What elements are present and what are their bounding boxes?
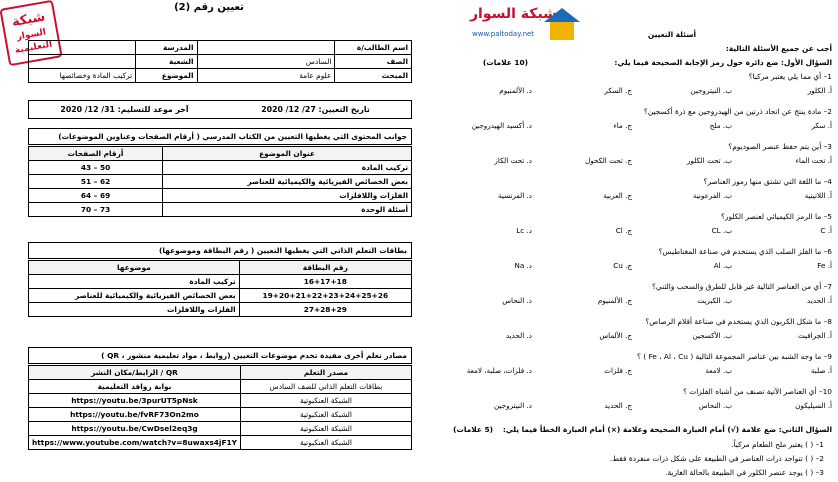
dates-box xyxy=(28,100,412,119)
question-text: 1– أي مما يلي يعتبر مركبا؟ xyxy=(748,72,832,81)
true-false-item: 2– ( ) تتواجد ذرات العناصر في الطبيعة على شكل ذرات منفردة فقط. xyxy=(609,454,824,463)
content-topic-header: عنوان الموضوع xyxy=(163,147,412,161)
resource-link: بوابة روافد التعليمية xyxy=(29,380,241,394)
content-pages: 43 – 50 xyxy=(29,161,163,175)
issue-date: تاريخ التعيين: 27/ 12/ 2020 xyxy=(261,105,370,114)
option-d[interactable]: د. تحت الكاز xyxy=(494,156,532,165)
answer-options xyxy=(432,86,832,95)
option-c[interactable]: ج. تحت الكحول xyxy=(585,156,632,165)
answer-options xyxy=(432,261,832,270)
question-text: 6– ما الفلز الصلب الذي يستخدم في صناعة المغناطيس؟ xyxy=(658,247,832,256)
option-a[interactable]: أ. سكر xyxy=(811,121,832,130)
option-b[interactable]: ب. CL xyxy=(711,226,732,235)
content-pages: 70 – 73 xyxy=(29,203,163,217)
resource-source: بطاقات التعلم الذاتي للصف السادس xyxy=(241,380,412,394)
question-text: 10– أي العناصر الآتية تصنف من أشباه الفلزات ؟ xyxy=(683,387,832,396)
true-false-item: 1– ( ) يعتبر ملح الطعام مركباً. xyxy=(731,440,824,449)
option-c[interactable]: ج. ماء xyxy=(613,121,632,130)
card-topic: بعض الخصائص الفيزيائية والكيميائية للعناصر xyxy=(29,289,240,303)
table-row xyxy=(29,394,412,408)
option-a[interactable]: أ. تحت الماء xyxy=(795,156,832,165)
table-row xyxy=(29,303,412,317)
card-number: 19+20+21+22+23+24+25+26 xyxy=(239,289,411,303)
resource-source: الشبكة العنكبوتية xyxy=(241,436,412,450)
stamp-line-2: السوار التعليمية xyxy=(14,27,54,56)
question-text: 4– ما اللغة التي تشتق منها رموز العناصر؟ xyxy=(703,177,832,186)
info-value xyxy=(197,41,335,55)
content-table xyxy=(28,146,412,217)
content-topic: الفلزات واللافلزات xyxy=(163,189,412,203)
option-b[interactable]: ب. تحت الكلور xyxy=(686,156,732,165)
table-row xyxy=(29,275,412,289)
house-body-icon xyxy=(550,22,574,40)
option-b[interactable]: ب. النيتروجين xyxy=(690,86,732,95)
info-value: السادس xyxy=(197,55,335,69)
option-b[interactable]: ب. Al xyxy=(713,261,732,270)
option-d[interactable]: د. الحديد xyxy=(505,331,532,340)
cards-header-row xyxy=(29,261,412,275)
answer-options xyxy=(432,296,832,305)
assignment-title: تعيين رقم (2) xyxy=(174,2,244,13)
true-false-item: 3– ( ) يوجد عنصر الكلور في الطبيعة بالحالة الغازية. xyxy=(665,468,824,477)
logo-url: www.paltoday.net xyxy=(472,30,535,38)
resource-source-header: مصدر التعلم xyxy=(241,366,412,380)
option-d[interactable]: د. الألمنيوم xyxy=(499,86,532,95)
option-b[interactable]: ب. ملح xyxy=(709,121,732,130)
content-topic: تركيب المادة xyxy=(163,161,412,175)
option-a[interactable]: أ. صلبة xyxy=(810,366,832,375)
content-topic: أسئلة الوحدة xyxy=(163,203,412,217)
cards-topic-header: موضوعها xyxy=(29,261,240,275)
table-row xyxy=(29,161,412,175)
resource-link[interactable]: https://youtu.be/3purUT5pNsk xyxy=(29,394,241,408)
table-row xyxy=(29,189,412,203)
cards-title: بطاقات التعلم الذاتي التي يغطيها التعيين ( رقم البطاقة وموضوعها) xyxy=(28,242,412,259)
option-d[interactable]: د. فلزات، صلبة، لامعة xyxy=(466,366,532,375)
option-a[interactable]: أ. اللاتينية xyxy=(804,191,832,200)
student-info-table xyxy=(28,40,412,83)
resources-header-row xyxy=(29,366,412,380)
stamp-line-1: شبكة xyxy=(10,9,47,31)
option-c[interactable]: ج. الألمنيوم xyxy=(597,296,632,305)
content-pages: 64 – 69 xyxy=(29,189,163,203)
option-a[interactable]: أ. الحديد xyxy=(807,296,832,305)
option-a[interactable]: أ. الكلور xyxy=(807,86,832,95)
cards-num-header: رقم البطاقة xyxy=(239,261,411,275)
info-row xyxy=(29,55,412,69)
option-d[interactable]: د. الفرنسية xyxy=(498,191,532,200)
table-row xyxy=(29,380,412,394)
info-value: تركيب المادة وخصائصها xyxy=(29,69,136,83)
q1-title: السؤال الأول: ضع دائرة حول رمز الإجابة الصحيحة فيما يلي: xyxy=(614,58,832,67)
info-label: المدرسة xyxy=(136,41,197,55)
content-title: جوانب المحتوى التي يغطيها التعيين من الكتاب المدرسي ( أرقام الصفحات وعناوين الموضوعات) xyxy=(28,128,412,145)
info-value xyxy=(29,55,136,69)
resource-source: الشبكة العنكبوتية xyxy=(241,408,412,422)
info-value xyxy=(29,41,136,55)
card-number: 27+28+29 xyxy=(239,303,411,317)
table-row xyxy=(29,175,412,189)
answer-options xyxy=(432,156,832,165)
resources-title: مصادر تعلم أخرى مفيدة تخدم موضوعات التعيين (روابط ، مواد تعليمية منشور ، QR ) xyxy=(28,347,412,364)
content-topic: بعض الخصائص الفيزيائية والكيميائية للعناصر xyxy=(163,175,412,189)
questions-page xyxy=(420,0,838,482)
question-text: 9– ما وجه الشبه بين عناصر المجموعة التالية ( Fe ، Al ، Cu ) ؟ xyxy=(636,352,832,361)
option-d[interactable]: د. Lc xyxy=(516,226,532,235)
option-b[interactable]: ب. الفرعونية xyxy=(692,191,732,200)
questions-header: أسئلة التعيين xyxy=(647,30,696,39)
resource-link-header: الرابط/مكان النشر / QR xyxy=(29,366,241,380)
q2-title: السؤال الثاني: ضع علامة (√) أمام العبارة الصحيحة وعلامة (×) أمام العبارة الخطأ فيما يلي: xyxy=(502,425,832,434)
content-header-row xyxy=(29,147,412,161)
option-d[interactable]: د. Na xyxy=(514,261,532,270)
card-topic: تركيب المادة xyxy=(29,275,240,289)
answer-options xyxy=(432,331,832,340)
content-pages: 51 – 62 xyxy=(29,175,163,189)
due-date: آخر موعد للتسليم: 31/ 12/ 2020 xyxy=(60,105,189,114)
answer-options xyxy=(432,366,832,375)
question-text: 2– مادة ينتج عن اتحاد ذرتين من الهيدروجين مع ذرة أكسجين؟ xyxy=(643,107,832,116)
question-text: 5– ما الرمز الكيميائي لعنصر الكلور؟ xyxy=(720,212,832,221)
table-row xyxy=(29,289,412,303)
info-row xyxy=(29,69,412,83)
info-label: الصف xyxy=(335,55,412,69)
q2-marks: (5 علامات) xyxy=(453,425,493,434)
option-c[interactable]: ج. الألماس xyxy=(599,331,632,340)
option-c[interactable]: ج. Cl xyxy=(615,226,632,235)
resource-link[interactable]: https://www.youtube.com/watch?v=8uwaxs4jF1Y xyxy=(29,436,241,450)
question-text: 3– أين يتم حفظ عنصر الصوديوم؟ xyxy=(728,142,832,151)
option-c[interactable]: ج. العربية xyxy=(603,191,632,200)
resources-table xyxy=(28,365,412,450)
option-a[interactable]: أ. Fe xyxy=(817,261,832,270)
site-logo xyxy=(470,6,590,50)
option-a[interactable]: أ. C xyxy=(820,226,832,235)
logo-name: شبكة السوار xyxy=(470,6,557,22)
option-d[interactable]: د. أكسيد الهيدروجين xyxy=(471,121,532,130)
resource-link[interactable]: https://youtu.be/fvRF73On2mo xyxy=(29,408,241,422)
option-b[interactable]: ب. الكبريت xyxy=(697,296,732,305)
resource-source: الشبكة العنكبوتية xyxy=(241,394,412,408)
info-label: الموضوع xyxy=(136,69,197,83)
info-label: المبحث xyxy=(335,69,412,83)
option-d[interactable]: د. النحاس xyxy=(502,296,532,305)
content-pages-header: أرقام الصفحات xyxy=(29,147,163,161)
q1-marks: (10 علامات) xyxy=(482,58,528,67)
info-value: علوم عامة xyxy=(197,69,335,83)
card-number: 16+17+18 xyxy=(239,275,411,289)
option-c[interactable]: ج. السكر xyxy=(604,86,632,95)
table-row xyxy=(29,408,412,422)
card-topic: الفلزات واللافلزات xyxy=(29,303,240,317)
option-c[interactable]: ج. فلزات xyxy=(604,366,632,375)
option-c[interactable]: ج. Cu xyxy=(613,261,632,270)
option-c[interactable]: ج. الحديد xyxy=(604,401,632,410)
option-d[interactable]: د. النيتروجين xyxy=(494,401,532,410)
table-row xyxy=(29,203,412,217)
table-row xyxy=(29,422,412,436)
answer-options xyxy=(432,121,832,130)
house-icon xyxy=(544,8,580,22)
info-label: اسم الطالب/ة xyxy=(335,41,412,55)
info-row xyxy=(29,41,412,55)
table-row xyxy=(29,436,412,450)
question-text: 8– ما شكل الكربون الذي يستخدم في صناعة أقلام الرصاص؟ xyxy=(645,317,832,326)
option-a[interactable]: أ. السيليكون xyxy=(795,401,832,410)
intro-line: أجب عن جميع الأسئلة التالية: xyxy=(725,44,832,53)
assignment-info-page xyxy=(0,0,418,482)
option-b[interactable]: ب. النحاس xyxy=(698,401,732,410)
option-a[interactable]: أ. الجرافيت xyxy=(797,331,832,340)
resource-source: الشبكة العنكبوتية xyxy=(241,422,412,436)
answer-options xyxy=(432,401,832,410)
option-b[interactable]: ب. الأكسجين xyxy=(692,331,732,340)
option-b[interactable]: ب. لامعة xyxy=(705,366,732,375)
resource-link[interactable]: https://youtu.be/CwDsel2eq3g xyxy=(29,422,241,436)
cards-table xyxy=(28,260,412,317)
answer-options xyxy=(432,191,832,200)
info-label: الشعبة xyxy=(136,55,197,69)
question-text: 7– أي من العناصر التالية غير قابل للطرق والسحب والثني؟ xyxy=(652,282,832,291)
answer-options xyxy=(432,226,832,235)
